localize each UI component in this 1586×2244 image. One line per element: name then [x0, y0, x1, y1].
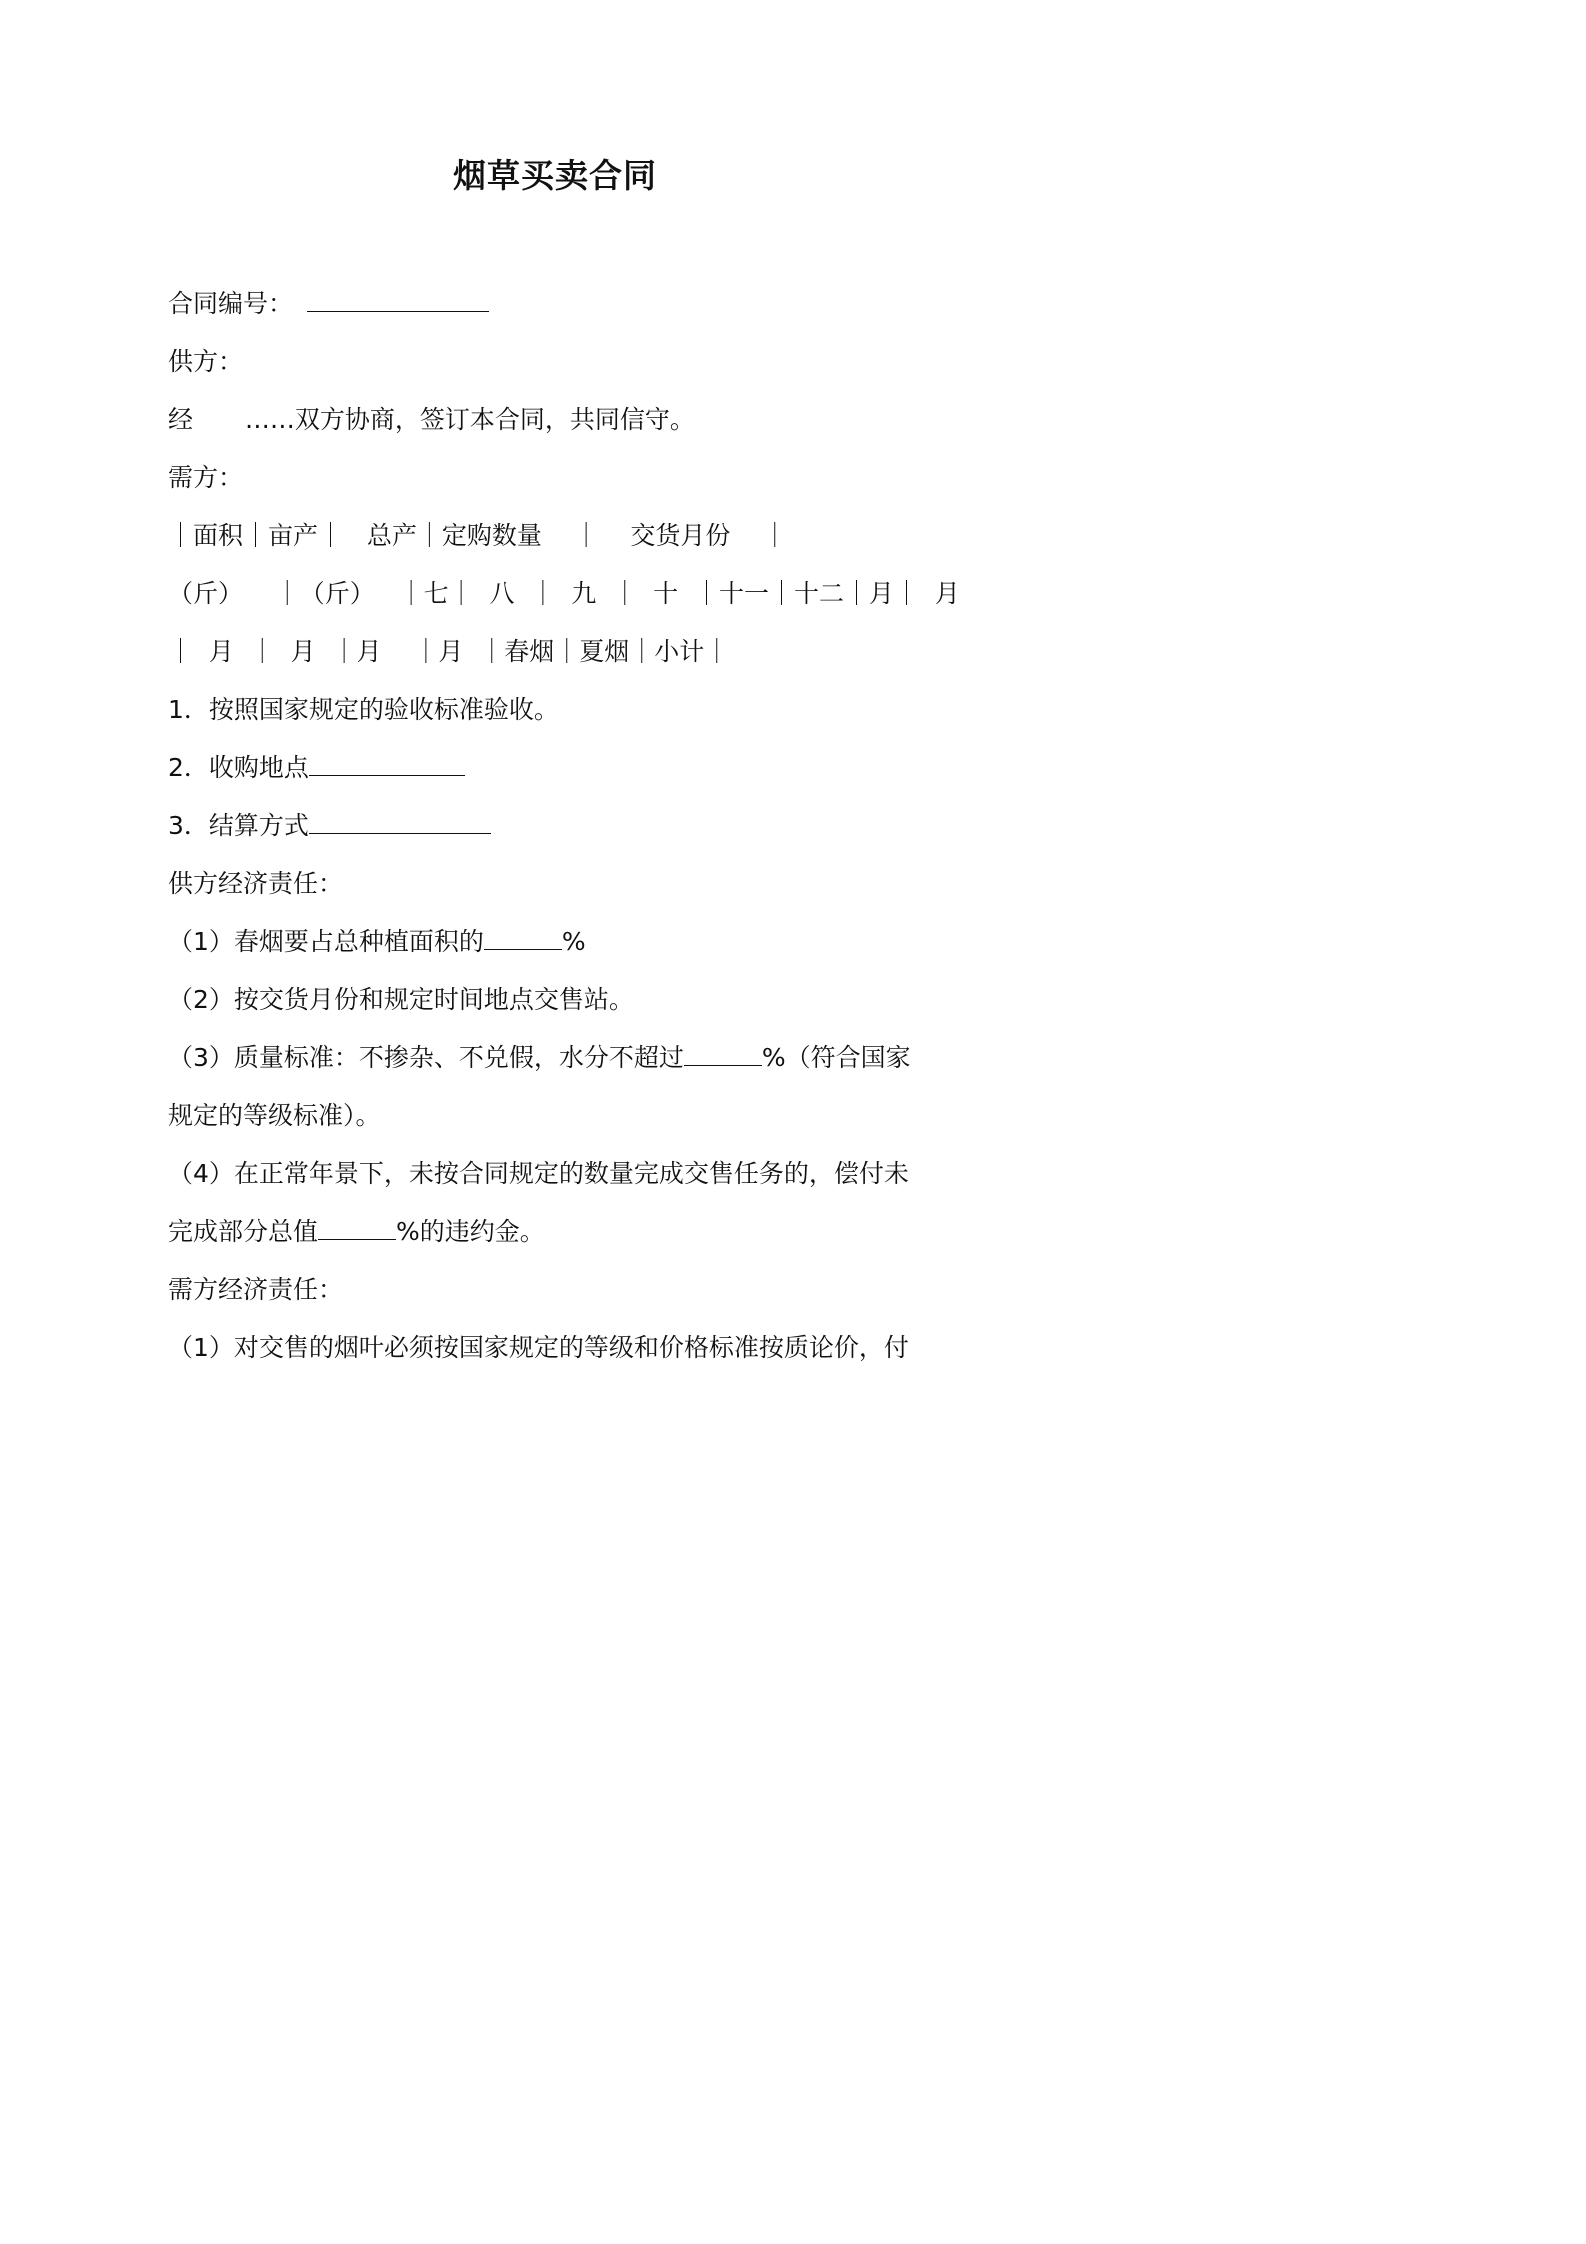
table-header-row-1: ｜面积｜亩产｜ 总产｜定购数量 ｜ 交货月份 ｜	[168, 521, 788, 550]
item-3-blank	[309, 811, 491, 834]
supplier-duty-4-continued	[168, 1216, 545, 1248]
supplier-duty-4: （4）在正常年景下，未按合同规定的数量完成交售任务的，偿付未	[168, 1159, 909, 1188]
supplier-duty-3-suffix: %（符合国家	[761, 1043, 911, 1072]
supplier-duty-3-continued: 规定的等级标准）。	[168, 1101, 381, 1130]
supplier-duty-1	[168, 926, 586, 958]
contract-number-line	[168, 288, 489, 320]
supplier-duty-3-blank	[684, 1043, 762, 1066]
intro-line	[168, 404, 695, 436]
buyer-label: 需方：	[168, 463, 244, 492]
buyer-duty-heading: 需方经济责任：	[168, 1275, 344, 1304]
supplier-duty-4-suffix: %的违约金。	[396, 1217, 545, 1246]
supplier-duty-4-prefix: 完成部分总值	[168, 1217, 319, 1246]
document-page	[0, 0, 1100, 1556]
supplier-duty-1-blank	[484, 927, 562, 950]
intro-prefix: 经	[168, 405, 194, 434]
item-1: 1．按照国家规定的验收标准验收。	[168, 695, 559, 724]
buyer-duty-1: （1）对交售的烟叶必须按国家规定的等级和价格标准按质论价，付	[168, 1333, 909, 1362]
supplier-duty-heading: 供方经济责任：	[168, 869, 344, 898]
item-2-label: 2．收购地点	[168, 753, 309, 782]
table-header-row-2: （斤） ｜（斤） ｜七｜ 八 ｜ 九 ｜ 十 ｜十一｜十二｜月｜ 月	[168, 579, 960, 608]
item-2-line	[168, 752, 465, 784]
supplier-label: 供方：	[168, 347, 244, 376]
intro-text: ……双方协商，签订本合同，共同信守。	[244, 405, 695, 434]
supplier-duty-4-blank	[318, 1217, 396, 1240]
table-header-row-3: ｜ 月 ｜ 月 ｜月 ｜月 ｜春烟｜夏烟｜小计｜	[168, 637, 730, 666]
contract-number-label: 合同编号：	[168, 289, 294, 318]
contract-number-blank	[307, 289, 489, 312]
supplier-duty-2: （2）按交货月份和规定时间地点交售站。	[168, 985, 634, 1014]
document-title: 烟草买卖合同	[453, 156, 657, 195]
supplier-duty-1-text: （1）春烟要占总种植面积的	[168, 927, 484, 956]
supplier-duty-1-suffix: %	[561, 927, 586, 956]
supplier-duty-3-text: （3）质量标准：不掺杂、不兑假，水分不超过	[168, 1043, 684, 1072]
supplier-duty-3	[168, 1042, 911, 1074]
item-3-label: 3．结算方式	[168, 811, 309, 840]
item-3-line	[168, 810, 491, 842]
item-2-blank	[309, 753, 465, 776]
